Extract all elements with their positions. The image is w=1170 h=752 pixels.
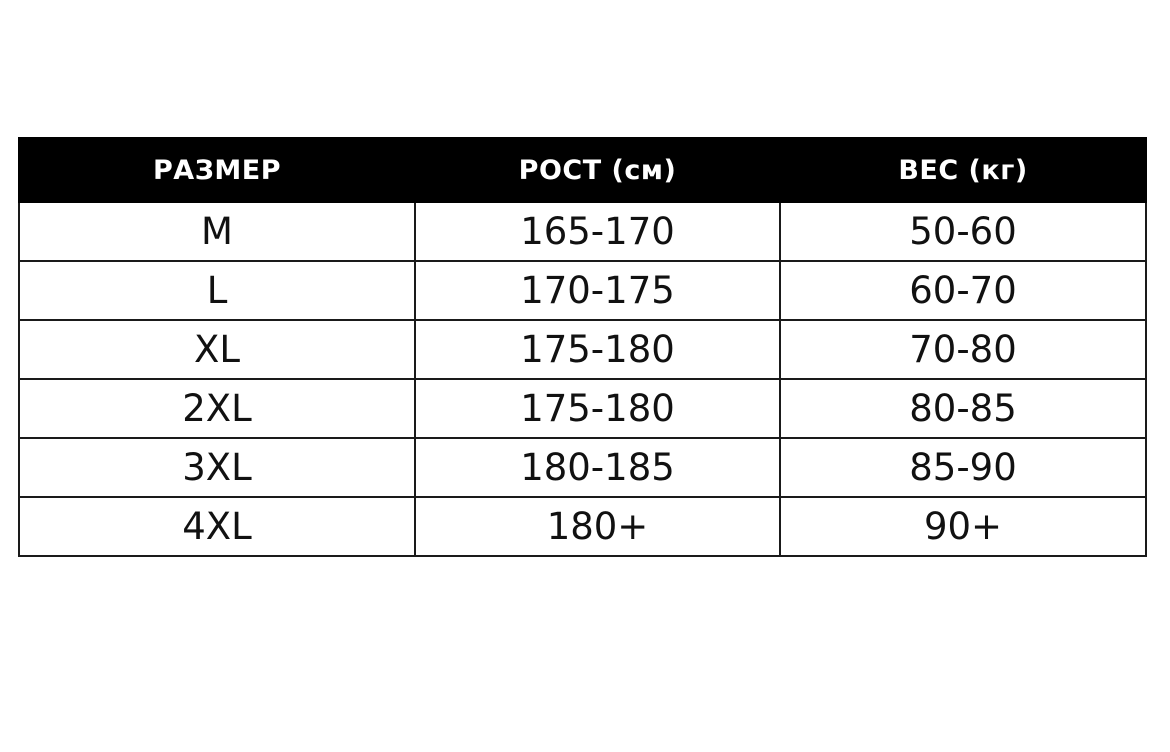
header-height: РОСТ (см) bbox=[415, 138, 780, 202]
table-row bbox=[19, 379, 1146, 438]
header-size: РАЗМЕР bbox=[19, 138, 415, 202]
size-cell: 3XL bbox=[19, 438, 415, 497]
table-header bbox=[19, 138, 1146, 202]
header-weight: ВЕС (кг) bbox=[780, 138, 1146, 202]
size-cell: XL bbox=[19, 320, 415, 379]
weight-cell: 90+ bbox=[780, 497, 1146, 556]
height-cell: 180+ bbox=[415, 497, 780, 556]
weight-cell: 80-85 bbox=[780, 379, 1146, 438]
height-cell: 180-185 bbox=[415, 438, 780, 497]
size-cell: L bbox=[19, 261, 415, 320]
height-cell: 170-175 bbox=[415, 261, 780, 320]
table-body bbox=[19, 202, 1146, 556]
weight-cell: 70-80 bbox=[780, 320, 1146, 379]
table-row bbox=[19, 438, 1146, 497]
size-chart-table bbox=[18, 137, 1147, 557]
height-cell: 175-180 bbox=[415, 320, 780, 379]
height-cell: 165-170 bbox=[415, 202, 780, 261]
table-row bbox=[19, 261, 1146, 320]
header-row bbox=[19, 138, 1146, 202]
weight-cell: 85-90 bbox=[780, 438, 1146, 497]
size-cell: 2XL bbox=[19, 379, 415, 438]
table-row bbox=[19, 497, 1146, 556]
size-cell: 4XL bbox=[19, 497, 415, 556]
table-row bbox=[19, 202, 1146, 261]
table-row bbox=[19, 320, 1146, 379]
weight-cell: 50-60 bbox=[780, 202, 1146, 261]
weight-cell: 60-70 bbox=[780, 261, 1146, 320]
size-cell: M bbox=[19, 202, 415, 261]
height-cell: 175-180 bbox=[415, 379, 780, 438]
